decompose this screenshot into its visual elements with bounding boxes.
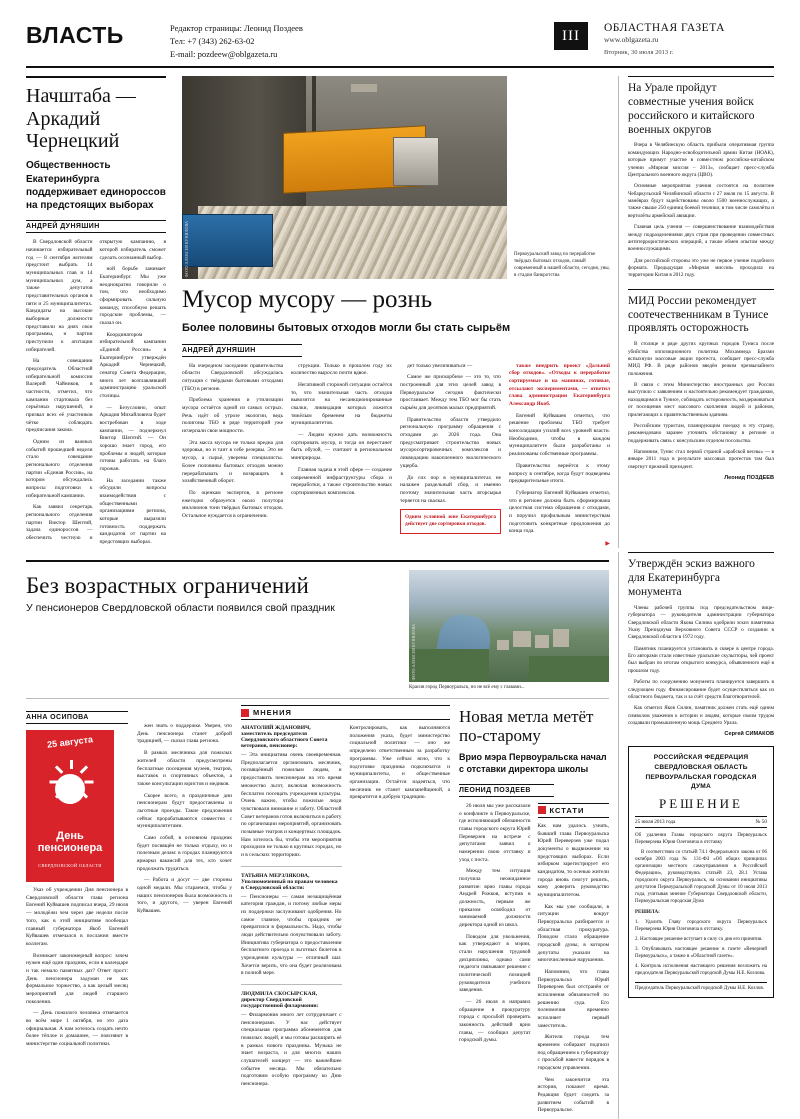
- divider: [26, 560, 609, 562]
- paragraph: — Работа и досуг — две стороны одной медали. Мы стараемся, чтобы у наших пенсионеров была возможность и того, и другого, — уверен Евгений Куйвашев.: [137, 877, 232, 914]
- paragraph: Вчера в Челябинскую область прибыли оперативная группа командующих Народно-освободительной армии Китая (НОАК), которые примут участие в совместном российско-китайском учении «Мирная миссия – 2013», сообщает пресс-служба Центрального военного округа (ЦВО).: [628, 142, 774, 178]
- paragraph: Чем закончится эта история, покажет время. Редакция будет следить за развитием событий в Первоуральске.: [537, 1076, 609, 1114]
- paragraph: Российским туристам, планирующим поездку в эту страну, рекомендовано заранее уточнять обстановку в регионе и поддерживать связь с консульским отделом посольства.: [628, 422, 774, 444]
- divider: [26, 76, 166, 78]
- resolution-word: РЕШЕНИЕ: [659, 795, 743, 811]
- paragraph: В столице и ряде других крупных городов Туниса после убийства оппозиционного политика Мохаммеда Брахми вспыхнули массовые акции протеста, сообщает пресс-служба МИД РФ. В ряде районов введён режим чрезвычайного положения.: [628, 341, 774, 377]
- waste-headline: Мусор мусору — рознь: [182, 286, 433, 314]
- paragraph: Губернатор Евгений Куйвашев отметил, что в регионе должна быть сформирована целостная система обращения с отходами, и поручил профильным министерствам подготовить конкретные предложения до конца года.: [509, 489, 610, 535]
- paragraph: Между тем ситуация получила неожиданное развитие: врио главы города Андрей Рожков, вступив в должность, первым же приказом освободил от занимаемой должности директора одной из школ.: [459, 868, 531, 929]
- resolution-date: 25 июля 2013 года: [635, 818, 676, 825]
- poster-date: 25 августа: [46, 734, 94, 750]
- opinion-footer-col: [350, 725, 451, 1093]
- red-square-icon: [538, 806, 546, 814]
- opinion-speaker-name: ЛЮДМИЛА СКОСЫРСКАЯ: [241, 990, 316, 997]
- paragraph: жен знать о поддержке. Уверен, что День пенсионера станет доброй традицией, — сказал глава региона.: [137, 723, 232, 745]
- paragraph: Как заявил секретарь регионального отделения партии Виктор Шептий, задача единороссов — обеспечить честную и открытую кампанию, в которой избиратель сможет сделать осознанный выбор.: [26, 239, 166, 542]
- opinion-speaker-role: , Уполномоченный по правам человека в Свердловской области:: [241, 872, 338, 891]
- editor-tel: Тел: +7 (343) 262-63-02: [170, 35, 255, 46]
- waste-article: [174, 76, 618, 548]
- paragraph: На очередном заседании правительства области Свердловской обсуждалась ситуация с твёрдыми бытовыми отходами (ТБО) в регионе.: [182, 362, 283, 392]
- photo-credit: ФОТО АЛЕКСЕЯ КУНИЛОВА: [184, 220, 189, 278]
- news-rail: [618, 76, 774, 548]
- opinions-header: [241, 705, 450, 720]
- paragraph: Жители города тем временем собирают подписи под обращением к губернатору с просьбой навести порядок в городском управлении.: [537, 1034, 610, 1072]
- opinion-text: — Эта инициатива очень своевременная. Предполагается организовать месячник, посвящённый пожилым людям, и предоставить пенсионерам на это время множество льгот, включая возможность бесплатно посещать учреждения культуры. Очень важно, чтобы пожилые люди чувствовали внимание и заботу. Областной Совет ветеранов готов включиться в работу по организации мероприятий, организовать позывные театров и концертных площадок. Нам хотелось бы, чтобы эти мероприятия проходили не только в крупных городах, но и в сельских территориях.: [241, 752, 342, 858]
- paragraph: Самое же прискорбное — это то, что построенный для этих целей завод в Первоуральске сегодня фактически простаивает. Между тем ТБО мог бы стать сырьём для десятков малых предприятий.: [400, 374, 501, 412]
- opinion-text: — Филармония много лет сотрудничает с пенсионерами. У нас действует специальная программа абонементов для пожилых людей, и мы готовы расширить её в рамках нового праздника. Музыка не знает возраста, и для многих наших слушателей концерт — это важнейшее событие месяца. Мы обязательно подготовим особую программу ко Дню пенсионера.: [241, 1011, 342, 1087]
- rail-item-military: [628, 76, 774, 280]
- kstati-header: [538, 803, 610, 818]
- rail-signature: Леонид ПОЗДЕЕВ: [724, 475, 774, 482]
- lead-body: [26, 239, 166, 547]
- resolution-org-line: ПЕРВОУРАЛЬСКАЯ ГОРОДСКАЯ ДУМА: [645, 773, 757, 791]
- divider: [26, 698, 609, 699]
- lead-lede: Общественность Екатеринбурга поддерживает единороссов на предстоящих выборах: [26, 160, 166, 211]
- opinion-speaker-name: ТАТЬЯНА МЕРЗЛЯКОВА: [241, 872, 309, 879]
- resolution-signer: Председатель Первоуральской городской Думы Н.Е. Козлов.: [635, 982, 767, 991]
- photo-caption: Красив город Первоуральск, но не всё ему с главами...: [409, 685, 525, 691]
- pension-left-col: [26, 705, 128, 1119]
- paragraph-highlight: также внедрить проект «Дальний сбор отходов». «Отходы к переработке сортируемые и на машинах, готовые, отсылают экспериментами, — ответил глава администрации Екатеринбурга Александр Якоб.: [509, 362, 610, 408]
- rail-headline: На Урале пройдут совместные учения войск российского и китайского военных округов: [628, 82, 755, 136]
- opinion-item: [241, 725, 342, 1093]
- rail-headline: Утверждён эскиз важного для Екатеринбурга монумента: [628, 558, 755, 598]
- paragraph: На совещании председатель Областной избирательной комиссии Валерий Чайников, в частности, отметил, что кампания стартовала без серьёзных нарушений, и призвал всех её участников чётко соблюдать предписания закона.: [26, 358, 93, 434]
- resolution-decided: РЕШИЛА:: [635, 909, 660, 915]
- paragraph: 26 июля мы уже рассказали о конфликте в Первоуральске, где исполняющий обязанности главы городского округа Юрий Переверзев на встрече с депутатами заявил о намерении свою отставку и уход с поста.: [459, 802, 531, 863]
- waste-body: [182, 363, 610, 549]
- kstati-title: КСТАТИ: [549, 805, 585, 815]
- kstati-text: Как нам удалось узнать, бывший глава Первоуральска Юрий Переверзев уже подал документы о выдвижении на предстоящих выборах. Если избирком зарегистрирует его кандидатом, то осенью жители города вновь смогут решить, кому доверить руководство муниципалитетом.: [537, 822, 609, 898]
- lead-headline: Начштаба — Аркадий Чернецкий: [26, 85, 136, 153]
- pullquote-box: Одним условной зоне Екатеринбурга действует две сортировки отходов.: [400, 509, 501, 534]
- paragraph: В соответствии со статьёй 74.1 Федерального закона от 06 октября 2003 года № 131-ФЗ «Об общих принципах организации местного самоуправления в Российской Федерации», руководствуясь статьёй 23, 28.1 Устава городского округа Первоуральск, на основании инициативы депутатов Первоуральской городской Думы от 10 июля 2013 года, учитывая мнение Губернатора Свердловской области, Первоуральская городская Дума: [635, 849, 767, 905]
- resolution-subject: Об удалении Главы городского округа Первоуральск Переверзева Юрия Олеговича в отставку: [635, 832, 767, 845]
- newbroom-byline: ЛЕОНИД ПОЗДЕЕВ: [459, 784, 554, 797]
- paragraph: Проблема хранения и утилизации мусора остаётся одной из самых острых. Речь идёт об угрозе экологии, ведь полигоны ТБО в ряде территорий уже исчерпали свои мощности.: [182, 397, 283, 435]
- paragraph: В связи с этим Министерство иностранных дел России выступило с заявлением и настоятельно рекомендует гражданам, находящимся в Тунисе, соблюдать осторожность, воздерживаться от посещения мест массового скопления людей и районов, прилегающих к правительственным зданиям.: [628, 382, 774, 418]
- paper-name: ОБЛАСТНАЯ ГАЗЕТА: [604, 22, 725, 34]
- pension-headline: Без возрастных ограничений: [26, 573, 309, 599]
- paragraph: Само собой, в основном праздник будет посвящён не только отдыху, но и полезным делам: в городах планируются ярмарки вакансий для тех, кто хочет продолжать трудиться.: [137, 834, 232, 872]
- paragraph: Памятник планируется установить в сквере в центре города. Его авторами стали известные уральские скульпторы, чей проект был выбран по итогам открытого конкурса, объявленного ещё в прошлом году.: [628, 645, 774, 674]
- paragraph: дет только увеличиваться —: [407, 362, 473, 369]
- paper-url[interactable]: www.oblgazeta.ru: [604, 35, 659, 44]
- opinions-title: МНЕНИЯ: [253, 708, 292, 718]
- editor-line: Редактор страницы: Леонид Поздеев: [170, 23, 303, 33]
- paragraph: Эта масса мусора не только вредна для здоровья, но и таит в себе резервы. Это не мусор, а сырьё, уверены специалисты. Более половины бытовых отходов можно перерабатывать и возвращать в хозяйственный оборот.: [182, 439, 283, 485]
- resolution-org-line: РОССИЙСКАЯ ФЕДЕРАЦИЯ: [653, 754, 749, 762]
- paragraph: — Людям нужно дать возможность сортировать мусор, и тогда он перестанет быть обузой, — считают в региональном минприроды.: [291, 432, 392, 462]
- opinion-speaker-role: , заместитель председателя Свердловского областного Совета ветеранов, пенсионер:: [241, 725, 328, 750]
- jump-arrow: ▶: [605, 540, 610, 547]
- rail-headline: МИД России рекомендует соотечественникам в Тунисе проявлять осторожность: [628, 294, 769, 335]
- issue-date: Вторник, 30 июля 2013 г.: [604, 49, 674, 56]
- resolution-item: 1. Удалить Главу городского округа Первоуральск Переверзева Юрия Олеговича в отставку.: [635, 919, 767, 932]
- paragraph: В рамках месячника для пожилых жителей области предусмотрены бесплатные посещения музеев, театров, выставок и спортивных объектов, а также консультации юристов и медиков.: [137, 750, 232, 787]
- resolution-item: 3. Опубликовать настоящее решение в газете «Вечерний Первоуральск», а также в «Областной газете».: [635, 946, 767, 959]
- section-title: ВЛАСТЬ: [26, 22, 124, 48]
- poster-title: День пенсионера: [37, 829, 103, 855]
- masthead: [26, 22, 774, 68]
- editor-email: E-mail: pozdeew@oblgazeta.ru: [170, 48, 278, 59]
- paragraph: — Безусловно, опыт Аркадия Михайловича будет востребован в ходе кампании, — подчеркнул Виктор Шептий. — Он хорошо знает город, его проблемы и людей, которые готовы работать на благо горожан.: [99, 404, 166, 472]
- paragraph: По оценкам экспертов, в регионе ежегодно образуется около полутора миллионов тонн твёрдых бытовых отходов. Остальное нуждается в ограничении.: [182, 489, 283, 519]
- paragraph: Основные мероприятия учения состоятся на полигоне Чебаркульский Челябинской области с 27 июля по 15 августа. В манёврах будут задействованы около 1500 военнослужащих, а также свыше 250 единиц боевой техники, в том числе самолёты и вертолёты армейской авиации.: [628, 183, 774, 219]
- waste-lede: Более половины бытовых отходов могли бы стать сырьём: [182, 322, 511, 335]
- lead-article: [26, 76, 174, 548]
- newbroom-headline: Новая метла метёт по-старому: [459, 707, 594, 746]
- rail-item-monument: [628, 552, 774, 737]
- pension-sub: У пенсионеров Свердловской области появился свой праздник: [26, 601, 335, 614]
- paragraph: Как отметил Яков Силин, памятник должен стать ещё одним символом уважения к истории и людям, которые своим трудом создавали промышленную мощь Среднего Урала.: [628, 705, 774, 727]
- paragraph: Указ об учреждении Дня пенсионера в Свердловской области глава региона Евгений Куйвашев подписал вчера, 29 июля — молодёжи чем через две недели после того, как в этой инициативе пообещал главный губернатора Якоб Евгений Куйвашев отмечался в послании вместе коллегам.: [26, 887, 128, 947]
- editor-contact-block: [146, 22, 554, 60]
- waste-byline: АНДРЕЙ ДУНЯШИН: [182, 344, 302, 357]
- pervouralsk-photo: [409, 570, 609, 682]
- pensioner-day-poster: [26, 730, 114, 882]
- paragraph: Одним из важных событий прошедшей недели стало совещание регионального отделения партии «Единая Россия», на котором обсуждались вопросы подготовки к избирательной кампании.: [26, 438, 93, 499]
- paragraph: Главная цель учения — совершенствование взаимодействия между подразделениями двух стран при проведении совместных антитеррористических операций, а также обмен опытом между военнослужащими.: [628, 224, 774, 253]
- rail-signature: Сергей СИМАКОВ: [724, 731, 774, 738]
- resolution-number: № 50: [755, 818, 767, 825]
- pension-byline: АННА ОСИПОВА: [26, 711, 128, 724]
- paragraph: Правительство вернётся к этому вопросу в сентябре, когда будут подведены предварительные итоги.: [509, 462, 610, 485]
- photo-credit: ФОТО АЛЕКСЕЯ КУНИЛОВА: [411, 623, 416, 681]
- opinion-speaker-role: , директор Свердловской государственной филармонии:: [241, 990, 319, 1009]
- paragraph: Правительство области утвердило региональную программу обращения с отходами до 2026 года. Она предусматривает строительство новых мусоросортировочных комплексов и ликвидацию накопленного экологического ущерба.: [400, 416, 501, 469]
- paragraph: Скорее всего, в праздничные дни пенсионерам будут предоставлены и льготные проезды. Такие предложения сейчас прорабатываются совместно с муниципалитетами.: [137, 792, 232, 830]
- news-rail-bottom: [618, 552, 774, 1119]
- paragraph: Негативной стороной ситуации остаётся то, что значительная часть отходов вывозится на несанкционированные свалки, ликвидация которых ложится тяжёлым бременем на бюджеты муниципалитетов.: [291, 382, 392, 427]
- paragraph: На заседании также обсудили вопросы взаимодействия с общественными организациями региона, которые выразили готовность поддержать кандидатов от партии на предстоящих выборах.: [99, 477, 166, 546]
- pension-col2: [137, 705, 232, 1119]
- resolution-item: 2. Настоящее решение вступает в силу со дня его принятия.: [635, 936, 763, 942]
- paragraph: До сих пор в муниципалитетах не налажен раздельный сбор, и именно поэтому значительная часть вторсырья теряется на свалках.: [400, 474, 501, 504]
- middle-zone: [26, 552, 774, 1119]
- paragraph: Члены рабочей группы под председательством вице-губернатора — руководителя администрации губернатора Свердловской области Якова Силина одобрили эскиз памятника Указу Президиума Верховного Совета СССР о создании в Свердловской области в 1972 году.: [628, 604, 774, 641]
- paragraph: — День пожилого человека отмечается во всём мире 1 октября, но это дата официальная. А нам хотелось создать нечто более тёплое и домашнее, — поясняют в министерстве социальной политики.: [26, 1010, 128, 1047]
- paragraph: Координатором избирательной кампании «Единой России» в Екатеринбурге утверждён Аркадий Чернецкий, сенатор Совета Федерации, много лет возглавлявший администрацию уральской столицы.: [99, 331, 166, 399]
- official-resolution: [628, 746, 774, 998]
- poster-sub: СВЕРДЛОВСКОЙ ОБЛАСТИ: [38, 863, 102, 869]
- resolution-org-line: СВЕРДЛОВСКАЯ ОБЛАСТЬ: [654, 763, 748, 771]
- paragraph: ной борьбе занимает Екатеринбург. Мы уже неоднократно говорили о том, что необходимо сформировать сильную команду, способную решать городские проблемы, — сказал он.: [99, 266, 166, 326]
- opinion-text: — Пенсионеры — самая незащищённая категория граждан, и потому любые меры их поддержки заслуживают одобрения. Но самое главное, чтобы праздник не превратился в формальность. Надо, чтобы люди действительно почувствовали заботу. Инициатива губернатора о предоставлении бесплатного проезда и льготных билетов в учреждения культуры — отличный шаг. Хочется верить, что она будет реализована в полной мере.: [241, 893, 342, 977]
- paragraph: Главная задача в этой сфере — создание современной инфраструктуры сбора и переработки, а также строительство новых сортировочных комплексов.: [291, 466, 392, 496]
- paragraph: Для российской стороны это уже не первое учение подобного формата. Предыдущая «Мирная миссия» проходила на территории Китая в 2012 году.: [628, 257, 774, 279]
- paragraph: струкции. Только в прошлом году их количество выросло почти вдвое.: [291, 362, 392, 377]
- paragraph: Евгений Куйвашев отметил, что решение проблемы ТБО требует консолидации усилий всех уровней власти. Необходимо, чтобы в каждом муниципалитете были разработаны и реализованы собственные программы.: [509, 412, 610, 458]
- top-zone: [26, 76, 774, 548]
- page-number: III: [554, 22, 588, 50]
- paragraph: Поводом для увольнения, как утверждают в мэрии, стали нарушения трудовой дисциплины, однако сами педагоги связывают решение с политической позицией руководителя учебного заведения.: [459, 933, 531, 994]
- resolution-item: 4. Контроль исполнения настоящего решения возложить на председателя Первоуральской городской Думы Н.Е. Козлова.: [635, 964, 767, 977]
- paragraph: Возникает закономерный вопрос: зачем нужен ещё один праздник, если в календаре и так немало памятных дат? Ответ прост: День пенсионера задуман не как формальное торжество, а как целый месяц мероприятий для людей старшего поколения.: [26, 952, 128, 1005]
- paper-identity: [604, 22, 774, 56]
- opinions-block: [241, 705, 450, 1119]
- pension-article: [26, 552, 618, 1119]
- lead-byline: АНДРЕЙ ДУНЯШИН: [26, 220, 166, 233]
- rail-item-tunisia: [628, 289, 774, 481]
- opinion-speaker-name: АНАТОЛИЙ ЖДАНОВИЧ: [241, 725, 310, 732]
- paragraph: — 26 июля я направил обращение в прокуратуру города с просьбой проверить законность действий врио главы, — сообщил депутат городской думы.: [459, 999, 531, 1044]
- paragraph: В Свердловской области начинается избирательный год — 8 сентября жителям предстоит выбрать 14 муниципальных глав и 14 муниципальных дум, а также депутатов представительных органов в пяти и 25 муниципалитетах. Кандидаты на высокие выборные должности представили на днях свои программы, и партии приступили к агитации избирателей.: [26, 239, 93, 353]
- waste-plant-photo: [182, 76, 507, 279]
- red-square-icon: [241, 709, 249, 717]
- paragraph: Напомним, Тунис стал первой страной «арабской весны» — в январе 2011 года в результате массовых протестов там был свергнут прежний президент.: [628, 449, 774, 470]
- paragraph: Как мы уже сообщали, в ситуации вокруг Первоуральска разбирается и областная прокуратура. Поводом стало обращение городской думы, в котором депутаты указали на многочисленные нарушения.: [537, 903, 609, 964]
- newbroom-sub: Врио мэра Первоуральска начал с отставки директора школы: [459, 752, 607, 775]
- paragraph: Работы по сооружению монумента планируется завершить в следующем году. Финансирование будет осуществляться как из областного бюджета, так и за счёт средств благотворителей.: [628, 679, 774, 700]
- opinion-footer: Контролировать, как выполняются положения указа, будет министерство социальной политики — оно же определено ответственным за разработку программы. Уже сейчас ясно, что к подготовке праздника подключатся и муниципалитеты, и общественные организации. Остаётся надеяться, что месячник не станет кампанейщиной, а превратится в добрую традицию.: [349, 725, 450, 801]
- section-title-block: [26, 22, 146, 49]
- photo-caption: Первоуральский завод по переработке твёрдых бытовых отходов, самый современный в нашей области, сегодня, увы, в стадии банкротства: [514, 252, 610, 278]
- newbroom-article: [459, 705, 609, 1119]
- paragraph: Напомним, что глава Первоуральска Юрий Переверзев был отстранён от исполнения обязанностей по решению суда. Его полномочия временно исполняет первый заместитель.: [537, 969, 609, 1029]
